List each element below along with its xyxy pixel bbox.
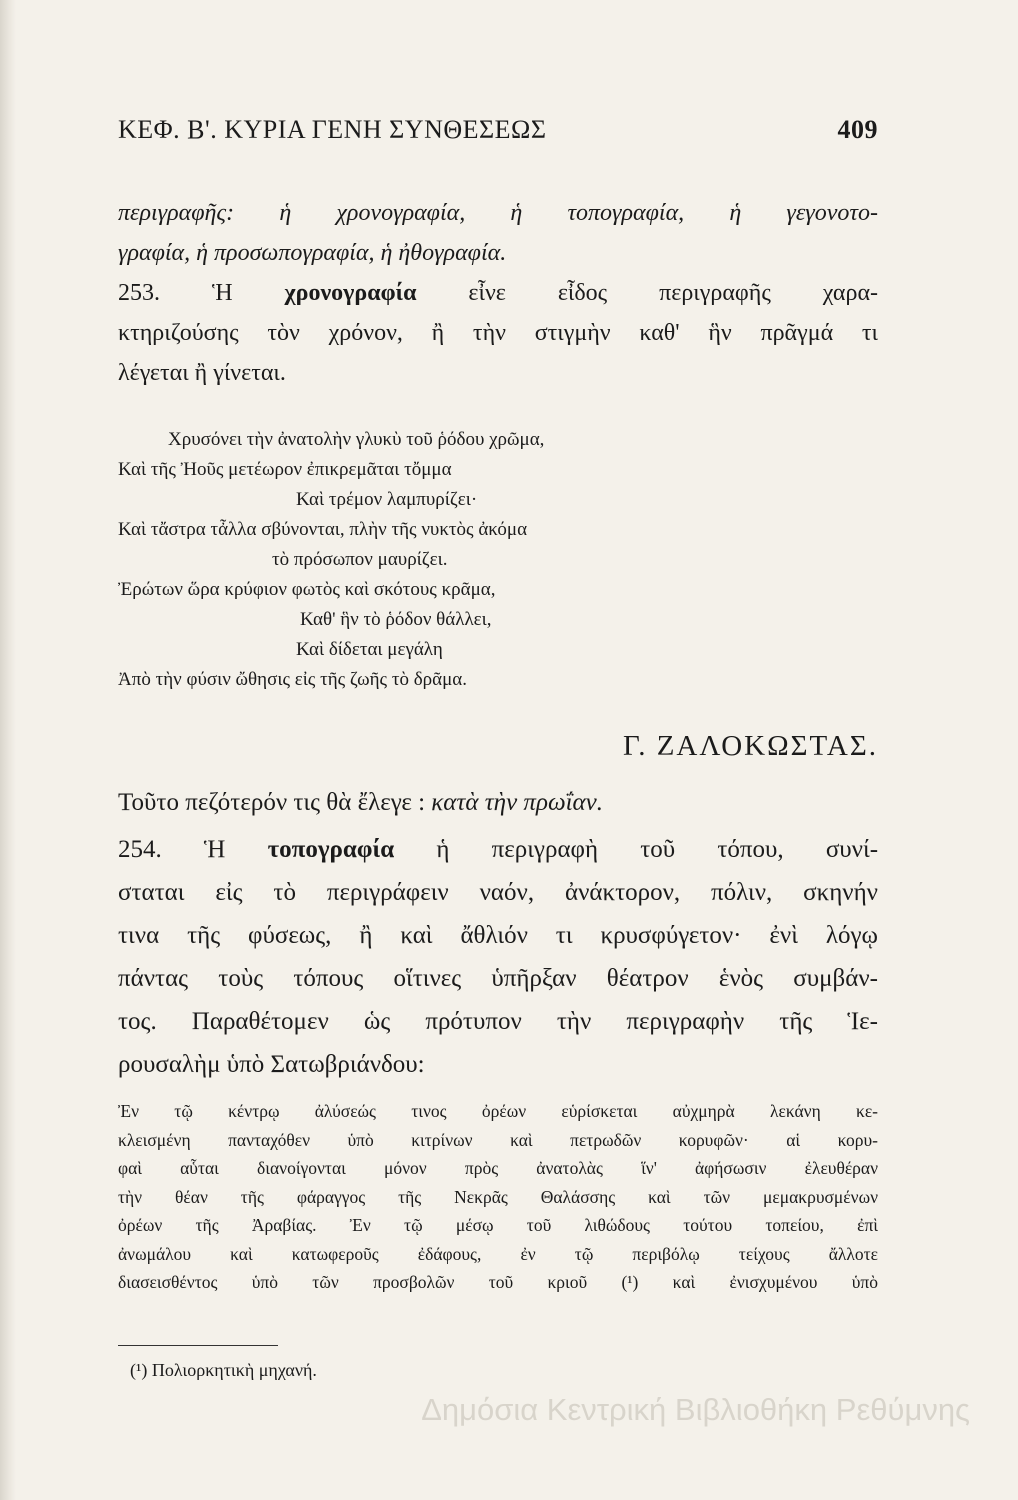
footnote-rule xyxy=(118,1345,278,1346)
section-254 xyxy=(118,828,878,1086)
poem-author: Γ. ΖΑΛΟΚΩΣΤΑΣ. xyxy=(622,730,878,762)
quote-line: διασεισθέντος ὑπὸ τῶν προσβολῶν τοῦ κριοῦ (¹) καὶ ἐνισχυμένου ὑπὸ xyxy=(118,1272,878,1292)
section-number: 253. Ἡ xyxy=(118,280,233,306)
page-number: 409 xyxy=(837,115,878,144)
text-line xyxy=(118,783,878,823)
text-line: σταται εἰς τὸ περιγράφειν ναόν, ἀνάκτορον, πόλιν, σκηνήν xyxy=(118,879,878,906)
text-line: γραφία, ἡ προσωπογραφία, ἡ ἠθογραφία. xyxy=(118,240,507,266)
text-line: λέγεται ἢ γίνεται. xyxy=(118,360,286,386)
poem-line: Καὶ τρέμον λαμπυρίζει· xyxy=(296,489,478,510)
italic-run: κατὰ τὴν πρωΐαν. xyxy=(431,789,604,816)
library-stamp: Δημόσια Κεντρική Βιβλιοθήκη Ρεθύμνης xyxy=(421,1392,970,1427)
quote-line: ἀνωμάλου καὶ κατωφεροῦς ἐδάφους, ἐν τῷ περιβόλῳ τείχους ἄλλοτε xyxy=(118,1243,878,1264)
quoted-description xyxy=(118,1097,878,1297)
poem-line: Ἀπὸ τὴν φύσιν ὤθησις εἰς τῆς ζωῆς τὸ δρᾶμα. xyxy=(118,669,467,690)
footnote: (¹) Πολιορκητικὴ μηχανή. xyxy=(130,1360,317,1380)
paragraph-intro xyxy=(118,193,878,273)
section-number: 254. Ἡ xyxy=(118,836,226,863)
text-line: κτηριζούσης τὸν χρόνον, ἢ τὴν στιγμὴν καθ' ἣν πρᾶγμά τι xyxy=(118,320,878,346)
quote-line: φαὶ αὗται διανοίγονται μόνον πρὸς ἀνατολὰς ἵν' ἀφήσωσιν ἐλευθέραν xyxy=(118,1158,878,1178)
page-header xyxy=(118,115,878,155)
text-line xyxy=(118,828,878,871)
prose-remark xyxy=(118,783,878,823)
text-line: τινα τῆς φύσεως, ἢ καὶ ἄθλιόν τι κρυσφύγετον· ἐνὶ λόγῳ xyxy=(118,922,878,949)
quote-line: τὴν θέαν τῆς φάραγγος τῆς Νεκρᾶς Θαλάσσης καὶ τῶν μεμακρυσμένων xyxy=(118,1186,878,1207)
section-term: χρονογραφία xyxy=(284,280,417,306)
section-term: τοπογραφία xyxy=(267,836,395,863)
poem xyxy=(118,425,878,695)
quote-line: ὀρέων τῆς Ἀραβίας. Ἐν τῷ μέσῳ τοῦ λιθώδους τούτου τοπείου, ἐπὶ xyxy=(118,1215,878,1235)
poem-line: Ἐρώτων ὥρα κρύφιον φωτὸς καὶ σκότους κρᾶμα, xyxy=(118,579,496,600)
text-line: ρουσαλὴμ ὑπὸ Σατωβριάνδου: xyxy=(118,1051,425,1078)
poem-line: τὸ πρόσωπον μαυρίζει. xyxy=(272,549,448,570)
text-line: περιγραφῆς: ἡ χρονογραφία, ἡ τοπογραφία, ἡ γεγονοτο- xyxy=(118,200,878,226)
page-binding-shadow xyxy=(0,0,16,1500)
text-run: Τοῦτο πεζότερόν τις θὰ ἔλεγε : xyxy=(118,789,426,816)
text-line xyxy=(118,273,878,313)
text-run: εἶνε εἶδος περιγραφῆς χαρα- xyxy=(468,280,878,306)
text-run: ἡ περιγραφὴ τοῦ τόπου, συνί- xyxy=(436,836,878,863)
text-line: πάντας τοὺς τόπους οἵτινες ὑπῆρξαν θέατρον ἑνὸς συμβάν- xyxy=(118,965,878,992)
quote-line: Ἐν τῷ κέντρῳ ἀλύσεώς τινος ὀρέων εὑρίσκεται αὐχμηρὰ λεκάνη κε- xyxy=(118,1101,878,1121)
running-title: ΚΕΦ. Β'. ΚΥΡΙΑ ΓΕΝΗ ΣΥΝΘΕΣΕΩΣ xyxy=(118,115,547,144)
poem-line: Καὶ δίδεται μεγάλη xyxy=(296,639,443,660)
poem-line: Καθ' ἣν τὸ ῥόδον θάλλει, xyxy=(300,609,492,630)
quote-line: κλεισμένη πανταχόθεν ὑπὸ κιτρίνων καὶ πετρωδῶν κορυφῶν· αἱ κορυ- xyxy=(118,1129,878,1150)
text-line: τος. Παραθέτομεν ὡς πρότυπον τὴν περιγραφὴν τῆς Ἱε- xyxy=(118,1008,878,1035)
poem-line: Καὶ τἄστρα τἆλλα σβύνονται, πλὴν τῆς νυκτὸς ἀκόμα xyxy=(118,519,528,540)
poem-line: Καὶ τῆς Ἠοῦς μετέωρον ἐπικρεμᾶται τὄμμα xyxy=(118,459,452,480)
poem-line: Χρυσόνει τὴν ἀνατολὴν γλυκὺ τοῦ ῥόδου χρῶμα, xyxy=(168,429,545,450)
section-253 xyxy=(118,273,878,393)
